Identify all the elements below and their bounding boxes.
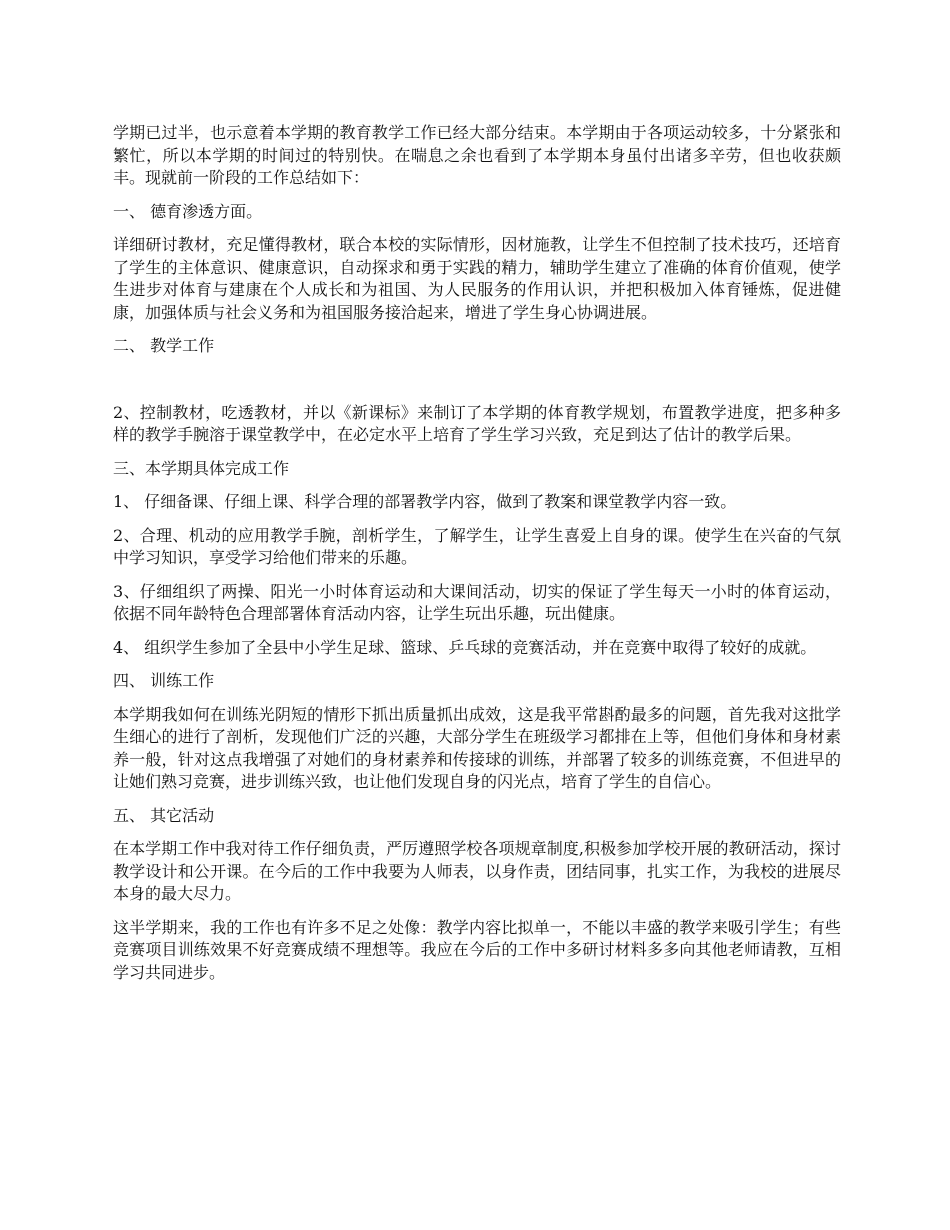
section-body-moral-education: 详细研讨教材，充足懂得教材，联合本校的实际情形，因材施教，让学生不但控制了技术技巧，还培育了学生的主体意识、健康意识，自动探求和勇于实践的精力，辅助学生建立了准确的体育价值观，使学生进步对体育与建康在个人成长和为祖国、为人民服务的作用认识，并把积极加入体育锤炼，促进健康，加强体质与社会义务和为祖国服务接洽起来，增进了学生身心协调进展。 [113, 235, 841, 322]
section-body-training: 本学期我如何在训练光阴短的情形下抓出质量抓出成效，这是我平常斟酌最多的问题，首先我对这批学生细心的进行了剖析，发现他们广泛的兴趣，大部分学生在班级学习都排在上等，但他们身体和身材素养一般，针对这点我增强了对她们的身材素养和传接球的训练，并部署了较多的训练竞赛，不但进早的让她们熟习竞赛，进步训练兴致，也让他们发现自身的闪光点，培育了学生的自信心。 [113, 704, 841, 791]
intro-paragraph: 学期已过半，也示意着本学期的教育教学工作已经大部分结束。本学期由于各项运动较多，十分紧张和繁忙，所以本学期的时间过的特别快。在喘息之余也看到了本学期本身虽付出诸多辛劳，但也收获颇丰。现就前一阶段的工作总结如下： [113, 123, 841, 187]
completed-work-item-2: 2、合理、机动的应用教学手腕，剖析学生，了解学生，让学生喜爱上自身的课。使学生在兴奋的气氛中学习知识，享受学习给他们带来的乐趣。 [113, 525, 841, 567]
section-heading-completed-work: 三、本学期具体完成工作 [113, 458, 290, 478]
closing-paragraph: 这半学期来，我的工作也有许多不足之处像：教学内容比拟单一，不能以丰盛的教学来吸引学生；有些竞赛项目训练效果不好竞赛成绩不理想等。我应在今后的工作中多研讨材料多多向其他老师请教，互相学习共同进步。 [113, 917, 841, 982]
completed-work-item-3: 3、仔细组织了两操、阳光一小时体育运动和大课间活动，切实的保证了学生每天一小时的体育运动，依据不同年龄特色合理部署体育活动内容，让学生玩出乐趣，玩出健康。 [113, 581, 841, 623]
section-heading-moral-education: 一、 德育渗透方面。 [113, 201, 263, 221]
section-heading-teaching: 二、 教学工作 [113, 336, 215, 355]
completed-work-item-4: 4、 组织学生参加了全县中小学生足球、篮球、乒乓球的竞赛活动，并在竞赛中取得了较好的成就。 [113, 637, 817, 657]
teaching-item-2: 2、控制教材，吃透教材，并以《新课标》来制订了本学期的体育教学规划，布置教学进度，把多种多样的教学手腕溶于课堂教学中，在必定水平上培育了学生学习兴致，充足到达了估计的教学后果。 [113, 402, 841, 444]
completed-work-item-1: 1、 仔细备课、仔细上课、科学合理的部署教学内容，做到了教案和课堂教学内容一致。 [113, 492, 737, 511]
blank-space [113, 369, 841, 402]
document-page [113, 122, 841, 995]
section-heading-other-activities: 五、 其它活动 [113, 805, 215, 825]
section-body-other-activities: 在本学期工作中我对待工作仔细负责，严厉遵照学校各项规章制度,积极参加学校开展的教研活动，探讨教学设计和公开课。在今后的工作中我要为人师表，以身作责，团结同事，扎实工作，为我校的进展尽本身的最大尽力。 [113, 839, 841, 903]
section-heading-training: 四、 训练工作 [113, 671, 215, 690]
